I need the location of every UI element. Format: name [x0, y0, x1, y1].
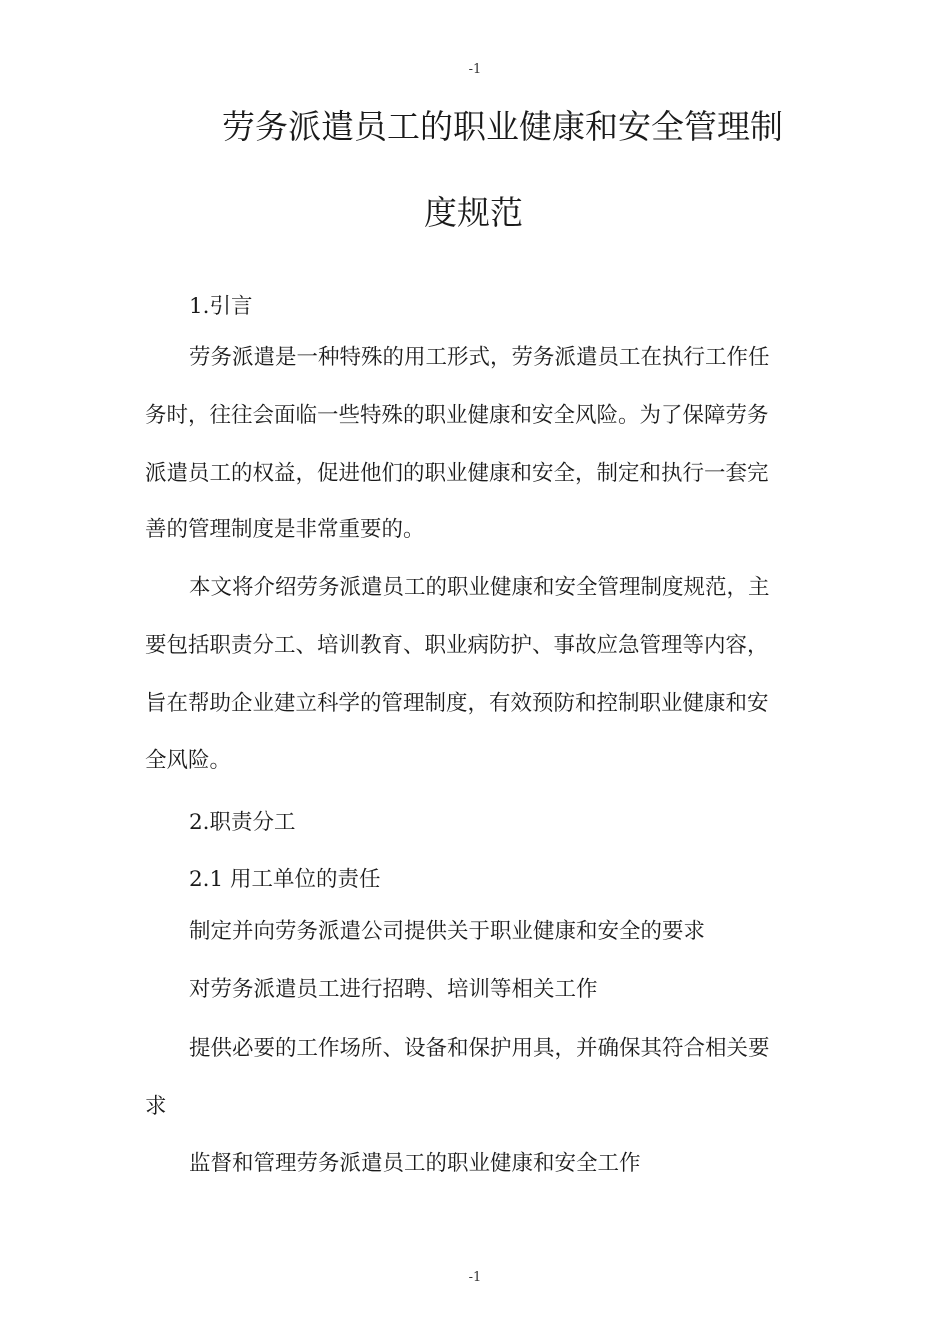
list-item: 对劳务派遣员工进行招聘、培训等相关工作	[189, 977, 598, 1002]
paragraph-line: 全风险。	[145, 748, 232, 773]
paragraph-line: 劳务派遣是一种特殊的用工形式，劳务派遣员工在执行工作任	[189, 345, 770, 370]
subsection-heading-employer-responsibilities: 2.1 用工单位的责任	[189, 867, 381, 892]
section-heading-introduction: 1.引言	[189, 294, 253, 319]
list-item: 制定并向劳务派遣公司提供关于职业健康和安全的要求	[189, 919, 706, 944]
section-heading-responsibilities: 2.职责分工	[189, 810, 296, 835]
paragraph-line: 本文将介绍劳务派遣员工的职业健康和安全管理制度规范，主	[189, 575, 770, 600]
document-title-line-1: 劳务派遣员工的职业健康和安全管理制	[222, 107, 783, 146]
page-number-header: -1	[468, 62, 482, 77]
paragraph-line: 务时，往往会面临一些特殊的职业健康和安全风险。为了保障劳务	[145, 403, 769, 428]
paragraph-line: 派遣员工的权益，促进他们的职业健康和安全，制定和执行一套完	[145, 461, 769, 486]
page-number-footer: -1	[468, 1270, 482, 1285]
list-item-continuation: 求	[145, 1094, 167, 1119]
paragraph-line: 旨在帮助企业建立科学的管理制度，有效预防和控制职业健康和安	[145, 691, 769, 716]
list-item: 提供必要的工作场所、设备和保护用具，并确保其符合相关要	[189, 1036, 770, 1061]
paragraph-line: 要包括职责分工、培训教育、职业病防护、事故应急管理等内容，	[145, 633, 769, 658]
document-title-line-2: 度规范	[424, 193, 523, 232]
paragraph-line: 善的管理制度是非常重要的。	[145, 517, 425, 542]
list-item: 监督和管理劳务派遣员工的职业健康和安全工作	[189, 1151, 641, 1176]
